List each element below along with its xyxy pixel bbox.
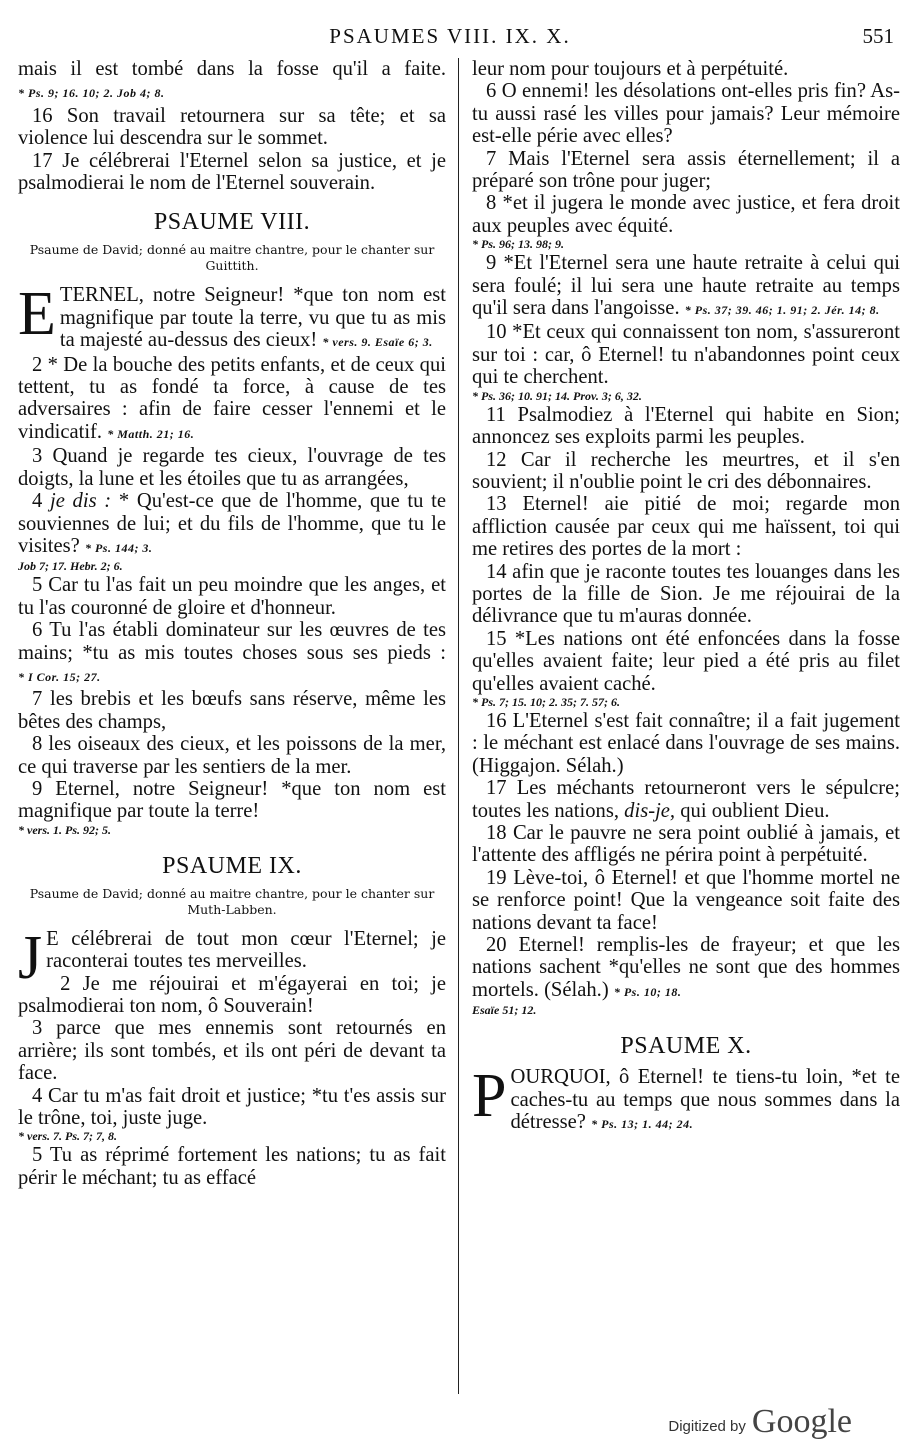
verse: 6 Tu l'as établi dominateur sur les œuvres de tes mains; *tu as mis toutes choses sous ses pieds : * I Cor. 15; 27. <box>18 619 446 684</box>
verse: 18 Car le pauvre ne sera point oublié à jamais, et l'attente des affligés ne périra point à perpétuité. <box>472 822 900 867</box>
running-title: PSAUMES VIII. IX. X. <box>329 24 571 48</box>
verse: 10 *Et ceux qui connaissent ton nom, s'assureront sur toi : car, ô Eternel! tu n'abandonnes point ceux qui te cherchent. <box>472 321 900 389</box>
verse: 7 les brebis et les bœufs sans réserve, même les bêtes des champs, <box>18 688 446 733</box>
drop-cap: J <box>18 923 43 992</box>
verse: 15 *Les nations ont été enfoncées dans la fosse qu'elles avaient faite; leur pied a été pris au filet qu'elles avaient caché. <box>472 627 900 695</box>
verse: 14 afin que je raconte toutes tes louanges dans les portes de la fille de Sion. Je me réjouirai de la délivrance que tu m'auras donnée. <box>472 560 900 628</box>
cross-reference: * Ps. 7; 15. 10; 2. 35; 7. 57; 6. <box>472 694 620 709</box>
page-number: 551 <box>862 24 894 48</box>
cross-reference: * Ps. 36; 10. 91; 14. Prov. 3; 6, 32. <box>472 388 642 403</box>
verse: 9 Eternel, notre Seigneur! *que ton nom est magnifique par toute la terre! <box>18 777 446 823</box>
verse: 20 Eternel! remplis-les de frayeur; et que les nations sachent *qu'elles ne sont que des hommes mortels. (Sélah.) * Ps. 10; 18. <box>472 934 900 1001</box>
verse: 16 Son travail retournera sur sa tête; et sa violence lui descendra sur le sommet. <box>18 104 446 150</box>
verse: J E célébrerai de tout mon cœur l'Eternel; je raconterai toutes tes merveilles. <box>18 923 446 992</box>
cross-reference: * I Cor. 15; 27. <box>18 669 101 684</box>
verse: 12 Car il recherche les meurtres, et il s'en souvient; il n'oublie point le cri des débonnaires. <box>472 448 900 493</box>
verse: 4 Car tu m'as fait droit et justice; *tu t'es assis sur le trône, toi, juste juge. <box>18 1084 446 1130</box>
drop-cap: P <box>472 1062 507 1131</box>
psalm-title: PSAUME VIII. <box>153 209 311 236</box>
cross-reference: Job 7; 17. Hebr. 2; 6. <box>18 559 123 574</box>
cross-reference: * Matth. 21; 16. <box>107 426 195 441</box>
psalm-title: PSAUME X. <box>620 1033 752 1060</box>
left-column <box>18 58 446 1189</box>
verse: 4 je dis : * Qu'est-ce que de l'homme, que tu te souviennes de lui; et du fils de l'homme, que tu le visites? * Ps. 144; 3. <box>18 490 447 557</box>
verse: 2 * De la bouche des petits enfants, et de ceux qui tettent, tu as fondé ta force, à cause de tes adversaires : afin de faire cesser l'ennemi et le vindicatif. * Matth. 21; 16. <box>18 353 446 443</box>
verse-fragment: mais il est tombé dans la fosse qu'il a faite. * Ps. 9; 16. 10; 2. Job 4; 8. <box>18 58 446 101</box>
verse: 3 Quand je regarde tes cieux, l'ouvrage de tes doigts, la lune et les étoiles que tu as arrangées, <box>18 445 446 490</box>
google-logo: Google <box>751 1403 852 1440</box>
verse: 17 Je célébrerai l'Eternel selon sa justice, et je psalmodierai le nom de l'Eternel souverain. <box>18 149 446 195</box>
verse: 8 *et il jugera le monde avec justice, et fera droit aux peuples avec équité. <box>472 192 900 237</box>
cross-reference: * Ps. 9; 16. 10; 2. Job 4; 8. <box>18 86 165 101</box>
cross-reference: * vers. 7. Ps. 7; 7, 8. <box>18 1129 117 1144</box>
verse: 6 O ennemi! les désolations ont-elles pris fin? As-tu aussi rasé les villes pour jamais? Leur mémoire est-elle périe avec elles? <box>472 80 900 148</box>
verse: 2 Je me réjouirai et m'égayerai en toi; je psalmodierai ton nom, ô Souverain! <box>18 972 446 1017</box>
verse: 11 Psalmodiez à l'Eternel qui habite en Sion; annoncez ses exploits parmi les peuples. <box>472 403 900 449</box>
verse: 8 les oiseaux des cieux, et les poissons de la mer, ce qui traverse par les sentiers de la mer. <box>18 733 446 778</box>
watermark-small-text: Digitized by <box>668 1418 746 1435</box>
verse: 9 *Et l'Eternel sera une haute retraite à celui qui sera foulé; il lui sera une haute retraite au temps qu'il sera dans l'angoisse. * Ps. 37; 39. 46; 1. 91; 2. Jér. 14; 8. <box>472 252 900 320</box>
verse: 5 Car tu l'as fait un peu moindre que les anges, et tu l'as couronné de gloire et d'honneur. <box>18 574 446 619</box>
drop-cap: E <box>18 280 56 349</box>
psalm-subtitle: Psaume de David; donné au maitre chantre, pour le chanter sur Guittith. <box>29 242 435 274</box>
verse: 13 Eternel! aie pitié de moi; regarde mon affliction causée par ceux qui me haïssent, toi qui me retires des portes de la mort : <box>472 493 900 561</box>
cross-reference: * vers. 1. Ps. 92; 5. <box>18 822 111 837</box>
cross-reference: * Ps. 37; 39. 46; 1. 91; 2. Jér. 14; 8. <box>684 303 880 318</box>
running-header <box>0 24 900 54</box>
digitization-watermark <box>668 1403 852 1439</box>
right-column <box>472 58 900 1135</box>
verse: 3 parce que mes ennemis sont retournés en arrière; ils sont tombés, et ils ont péri de devant ta face. <box>18 1017 446 1085</box>
verse: 5 Tu as réprimé fortement les nations; tu as fait périr le méchant; tu as effacé <box>18 1144 446 1189</box>
cross-reference: Esaïe 51; 12. <box>472 1003 537 1018</box>
verse: 7 Mais l'Eternel sera assis éternellement; il a préparé son trône pour juger; <box>472 147 900 193</box>
cross-reference: * Ps. 144; 3. <box>84 540 153 555</box>
verse: 19 Lève-toi, ô Eternel! et que l'homme mortel ne se renforce point! Que la vengeance soit faite des nations devant ta face! <box>472 866 900 934</box>
cross-reference: * Ps. 10; 18. <box>613 984 682 999</box>
cross-reference: * Ps. 96; 13. 98; 9. <box>472 237 564 252</box>
verse: 16 L'Eternel s'est fait connaître; il a fait jugement : le méchant est enlacé dans l'ouvrage de ses mains. (Higgajon. Sélah.) <box>472 709 900 777</box>
psalm-title: PSAUME IX. <box>162 852 302 879</box>
psalm-subtitle: Psaume de David; donné au maitre chantre, pour le chanter sur Muth-Labben. <box>29 885 435 917</box>
verse: 17 Les méchants retourneront vers le sépulcre; toutes les nations, dis-je, qui oublient Dieu. <box>472 777 900 822</box>
verse: POURQUOI, ô Eternel! te tiens-tu loin, *et te caches-tu au temps que nous sommes dans la détresse? * Ps. 13; 1. 44; 24. <box>472 1062 900 1134</box>
verse-fragment: leur nom pour toujours et à perpétuité. <box>472 58 789 80</box>
column-divider <box>458 58 459 1394</box>
cross-reference: * vers. 9. Esaïe 6; 3. <box>322 335 433 350</box>
verse: ETERNEL, notre Seigneur! *que ton nom est magnifique par toute la terre, vu que tu as mis ta majesté au-dessus des cieux! * vers. 9. Esaïe 6; 3. <box>18 280 446 352</box>
cross-reference: * Ps. 13; 1. 44; 24. <box>591 1117 694 1132</box>
